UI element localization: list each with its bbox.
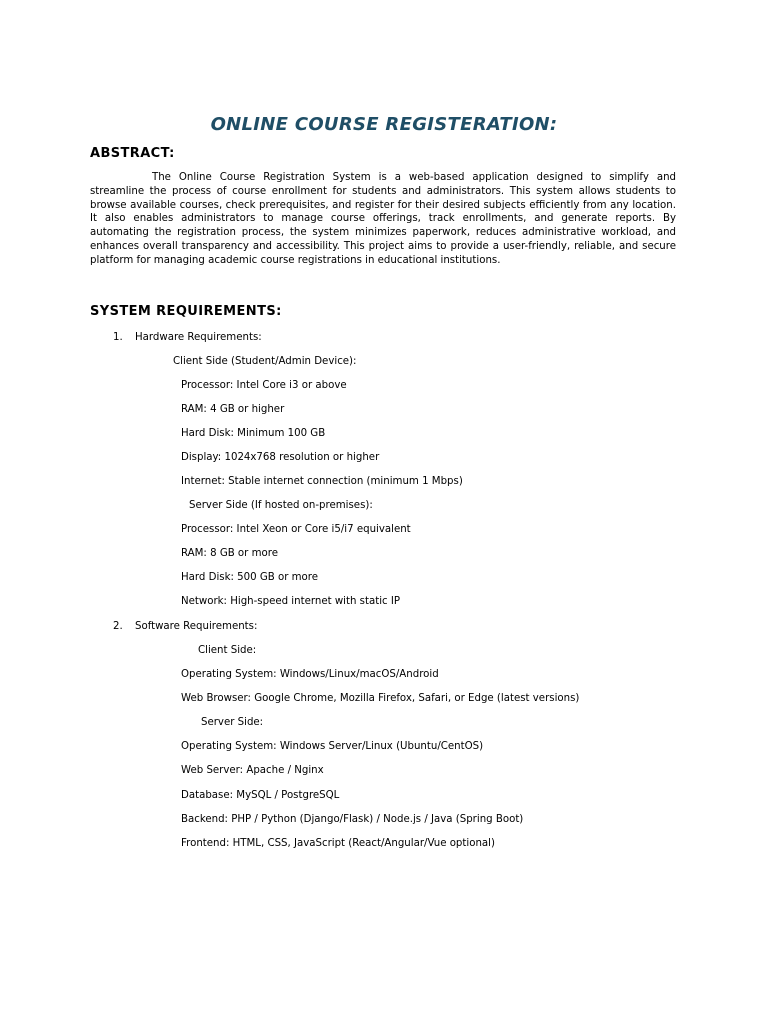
hardware-server-item: Processor: Intel Xeon or Core i5/i7 equivalent xyxy=(181,524,411,535)
hardware-server-item: Network: High-speed internet with static IP xyxy=(181,596,401,607)
hardware-client-item: RAM: 4 GB or higher xyxy=(181,404,285,415)
software-client-side-label: Client Side: xyxy=(198,645,257,656)
abstract-heading: ABSTRACT: xyxy=(90,146,175,161)
software-server-item: Frontend: HTML, CSS, JavaScript (React/Angular/Vue optional) xyxy=(181,838,495,849)
hardware-client-side-label: Client Side (Student/Admin Device): xyxy=(173,356,357,367)
software-client-item: Operating System: Windows/Linux/macOS/Android xyxy=(181,669,439,680)
hardware-client-item: Processor: Intel Core i3 or above xyxy=(181,380,347,391)
list-number-hardware: 1. xyxy=(113,332,123,343)
abstract-paragraph: The Online Course Registration System is a web-based application designed to simplify and streamline the process of course enrollment for students and administrators. This system allows students to browse available courses, check prerequisites, and register for their desired subjects efficiently from any location. It also enables administrators to manage course offerings, track enrollments, and generate reports. By automating the registration process, the system minimizes paperwork, reduces administrative workload, and enhances overall transparency and accessibility. This project aims to provide a user-friendly, reliable, and secure platform for managing academic course registrations in educational institutions. xyxy=(90,172,676,266)
software-server-item: Operating System: Windows Server/Linux (Ubuntu/CentOS) xyxy=(181,741,484,752)
software-server-item: Web Server: Apache / Nginx xyxy=(181,765,324,776)
hardware-client-item: Display: 1024x768 resolution or higher xyxy=(181,452,380,463)
list-number-software: 2. xyxy=(113,621,123,632)
software-server-item: Backend: PHP / Python (Django/Flask) / Node.js / Java (Spring Boot) xyxy=(181,814,524,825)
document-title: ONLINE COURSE REGISTERATION: xyxy=(210,114,558,135)
hardware-client-item: Hard Disk: Minimum 100 GB xyxy=(181,428,326,439)
software-requirements-label: Software Requirements: xyxy=(135,621,258,632)
software-server-item: Database: MySQL / PostgreSQL xyxy=(181,790,340,801)
system-requirements-heading: SYSTEM REQUIREMENTS: xyxy=(90,304,282,319)
hardware-server-side-label: Server Side (If hosted on-premises): xyxy=(189,500,373,511)
hardware-server-item: RAM: 8 GB or more xyxy=(181,548,278,559)
software-client-item: Web Browser: Google Chrome, Mozilla Firefox, Safari, or Edge (latest versions) xyxy=(181,693,580,704)
hardware-client-item: Internet: Stable internet connection (minimum 1 Mbps) xyxy=(181,476,463,487)
hardware-requirements-label: Hardware Requirements: xyxy=(135,332,262,343)
software-server-side-label: Server Side: xyxy=(201,717,264,728)
hardware-server-item: Hard Disk: 500 GB or more xyxy=(181,572,319,583)
